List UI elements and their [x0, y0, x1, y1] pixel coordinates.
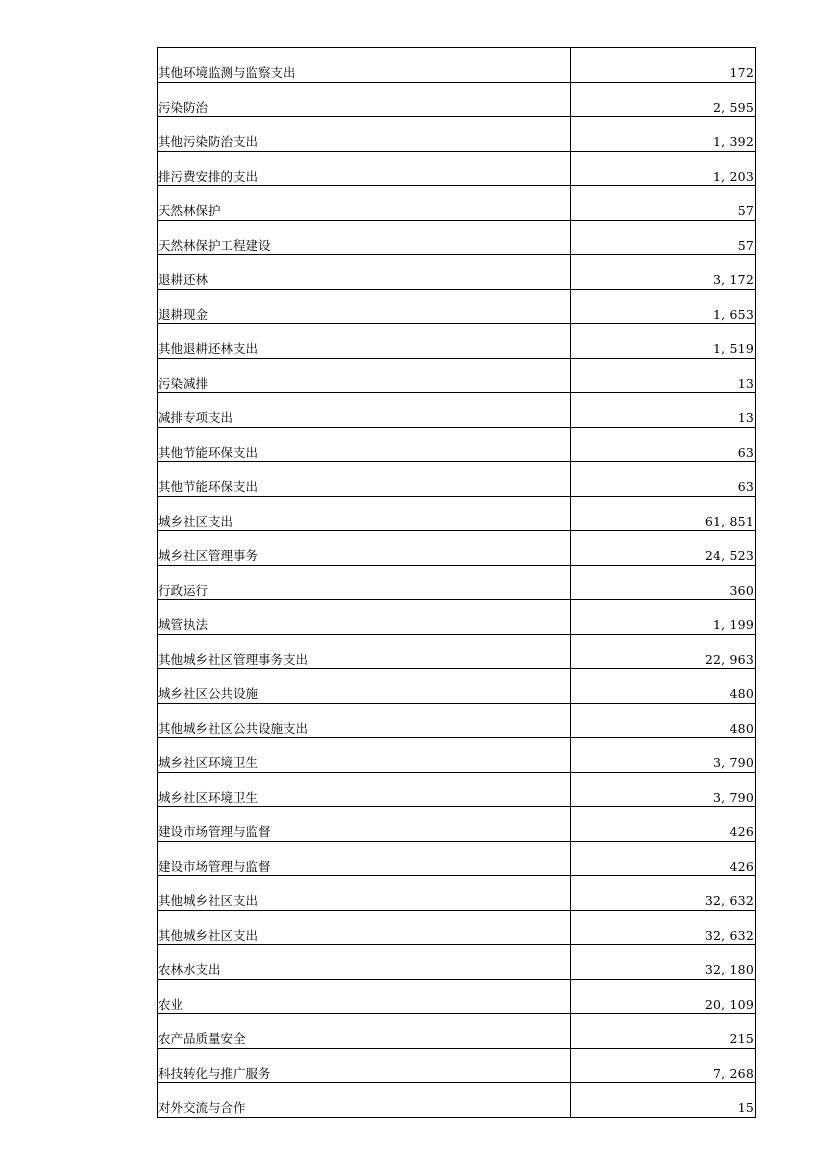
table-row: [158, 600, 756, 635]
expenditure-amount: 20, 109: [571, 979, 756, 1014]
expenditure-item-name: 退耕还林: [158, 255, 571, 290]
expenditure-amount: 32, 180: [571, 945, 756, 980]
expenditure-item-name: 排污费安排的支出: [158, 151, 571, 186]
table-row: [158, 82, 756, 117]
expenditure-amount: 480: [571, 669, 756, 704]
table-row: [158, 669, 756, 704]
table-row: [158, 945, 756, 980]
expenditure-amount: 13: [571, 393, 756, 428]
expenditure-item-name: 城乡社区支出: [158, 496, 571, 531]
table-row: [158, 703, 756, 738]
table-row: [158, 979, 756, 1014]
expenditure-amount: 32, 632: [571, 876, 756, 911]
expenditure-amount: 13: [571, 358, 756, 393]
expenditure-item-name: 其他退耕还林支出: [158, 324, 571, 359]
expenditure-item-name: 城乡社区公共设施: [158, 669, 571, 704]
expenditure-amount: 15: [571, 1083, 756, 1118]
expenditure-amount: 1, 519: [571, 324, 756, 359]
expenditure-amount: 2, 595: [571, 82, 756, 117]
expenditure-amount: 57: [571, 186, 756, 221]
table-row: [158, 1048, 756, 1083]
expenditure-amount: 22, 963: [571, 634, 756, 669]
table-row: [158, 1014, 756, 1049]
table-row: [158, 220, 756, 255]
expenditure-item-name: 退耕现金: [158, 289, 571, 324]
table-row: [158, 324, 756, 359]
table-row: [158, 186, 756, 221]
expenditure-item-name: 天然林保护工程建设: [158, 220, 571, 255]
expenditure-item-name: 建设市场管理与监督: [158, 807, 571, 842]
table-row: [158, 393, 756, 428]
expenditure-item-name: 其他城乡社区管理事务支出: [158, 634, 571, 669]
expenditure-amount: 3, 790: [571, 772, 756, 807]
expenditure-item-name: 科技转化与推广服务: [158, 1048, 571, 1083]
table-body: [158, 48, 756, 1118]
expenditure-amount: 1, 392: [571, 117, 756, 152]
expenditure-amount: 426: [571, 807, 756, 842]
expenditure-amount: 172: [571, 48, 756, 83]
expenditure-amount: 480: [571, 703, 756, 738]
expenditure-amount: 57: [571, 220, 756, 255]
expenditure-item-name: 对外交流与合作: [158, 1083, 571, 1118]
table-row: [158, 117, 756, 152]
expenditure-item-name: 城乡社区环境卫生: [158, 772, 571, 807]
expenditure-amount: 63: [571, 462, 756, 497]
table-row: [158, 910, 756, 945]
expenditure-amount: 215: [571, 1014, 756, 1049]
expenditure-item-name: 污染防治: [158, 82, 571, 117]
table-row: [158, 1083, 756, 1118]
expenditure-amount: 7, 268: [571, 1048, 756, 1083]
expenditure-item-name: 农林水支出: [158, 945, 571, 980]
expenditure-amount: 1, 199: [571, 600, 756, 635]
table-row: [158, 289, 756, 324]
expenditure-amount: 3, 172: [571, 255, 756, 290]
expenditure-item-name: 污染减排: [158, 358, 571, 393]
table-row: [158, 48, 756, 83]
expenditure-amount: 3, 790: [571, 738, 756, 773]
table-row: [158, 634, 756, 669]
expenditure-amount: 1, 203: [571, 151, 756, 186]
table-row: [158, 738, 756, 773]
table-row: [158, 772, 756, 807]
table-row: [158, 807, 756, 842]
table-row: [158, 876, 756, 911]
expenditure-item-name: 建设市场管理与监督: [158, 841, 571, 876]
table-row: [158, 151, 756, 186]
expenditure-item-name: 其他污染防治支出: [158, 117, 571, 152]
expenditure-item-name: 农业: [158, 979, 571, 1014]
table-row: [158, 565, 756, 600]
expenditure-item-name: 行政运行: [158, 565, 571, 600]
table-row: [158, 496, 756, 531]
expenditure-item-name: 其他节能环保支出: [158, 427, 571, 462]
expenditure-item-name: 城乡社区管理事务: [158, 531, 571, 566]
expenditure-item-name: 其他环境监测与监察支出: [158, 48, 571, 83]
table-row: [158, 531, 756, 566]
table-row: [158, 255, 756, 290]
table-row: [158, 358, 756, 393]
expenditure-amount: 24, 523: [571, 531, 756, 566]
expenditure-item-name: 其他城乡社区支出: [158, 910, 571, 945]
expenditure-amount: 360: [571, 565, 756, 600]
table-row: [158, 841, 756, 876]
expenditure-amount: 426: [571, 841, 756, 876]
expenditure-item-name: 天然林保护: [158, 186, 571, 221]
expenditure-amount: 61, 851: [571, 496, 756, 531]
table-row: [158, 462, 756, 497]
expenditure-item-name: 城乡社区环境卫生: [158, 738, 571, 773]
expenditure-amount: 1, 653: [571, 289, 756, 324]
table-row: [158, 427, 756, 462]
expenditure-item-name: 城管执法: [158, 600, 571, 635]
expenditure-item-name: 其他城乡社区支出: [158, 876, 571, 911]
budget-expenditure-table: [157, 47, 756, 1118]
expenditure-amount: 32, 632: [571, 910, 756, 945]
expenditure-item-name: 减排专项支出: [158, 393, 571, 428]
expenditure-item-name: 农产品质量安全: [158, 1014, 571, 1049]
expenditure-item-name: 其他节能环保支出: [158, 462, 571, 497]
expenditure-amount: 63: [571, 427, 756, 462]
expenditure-item-name: 其他城乡社区公共设施支出: [158, 703, 571, 738]
